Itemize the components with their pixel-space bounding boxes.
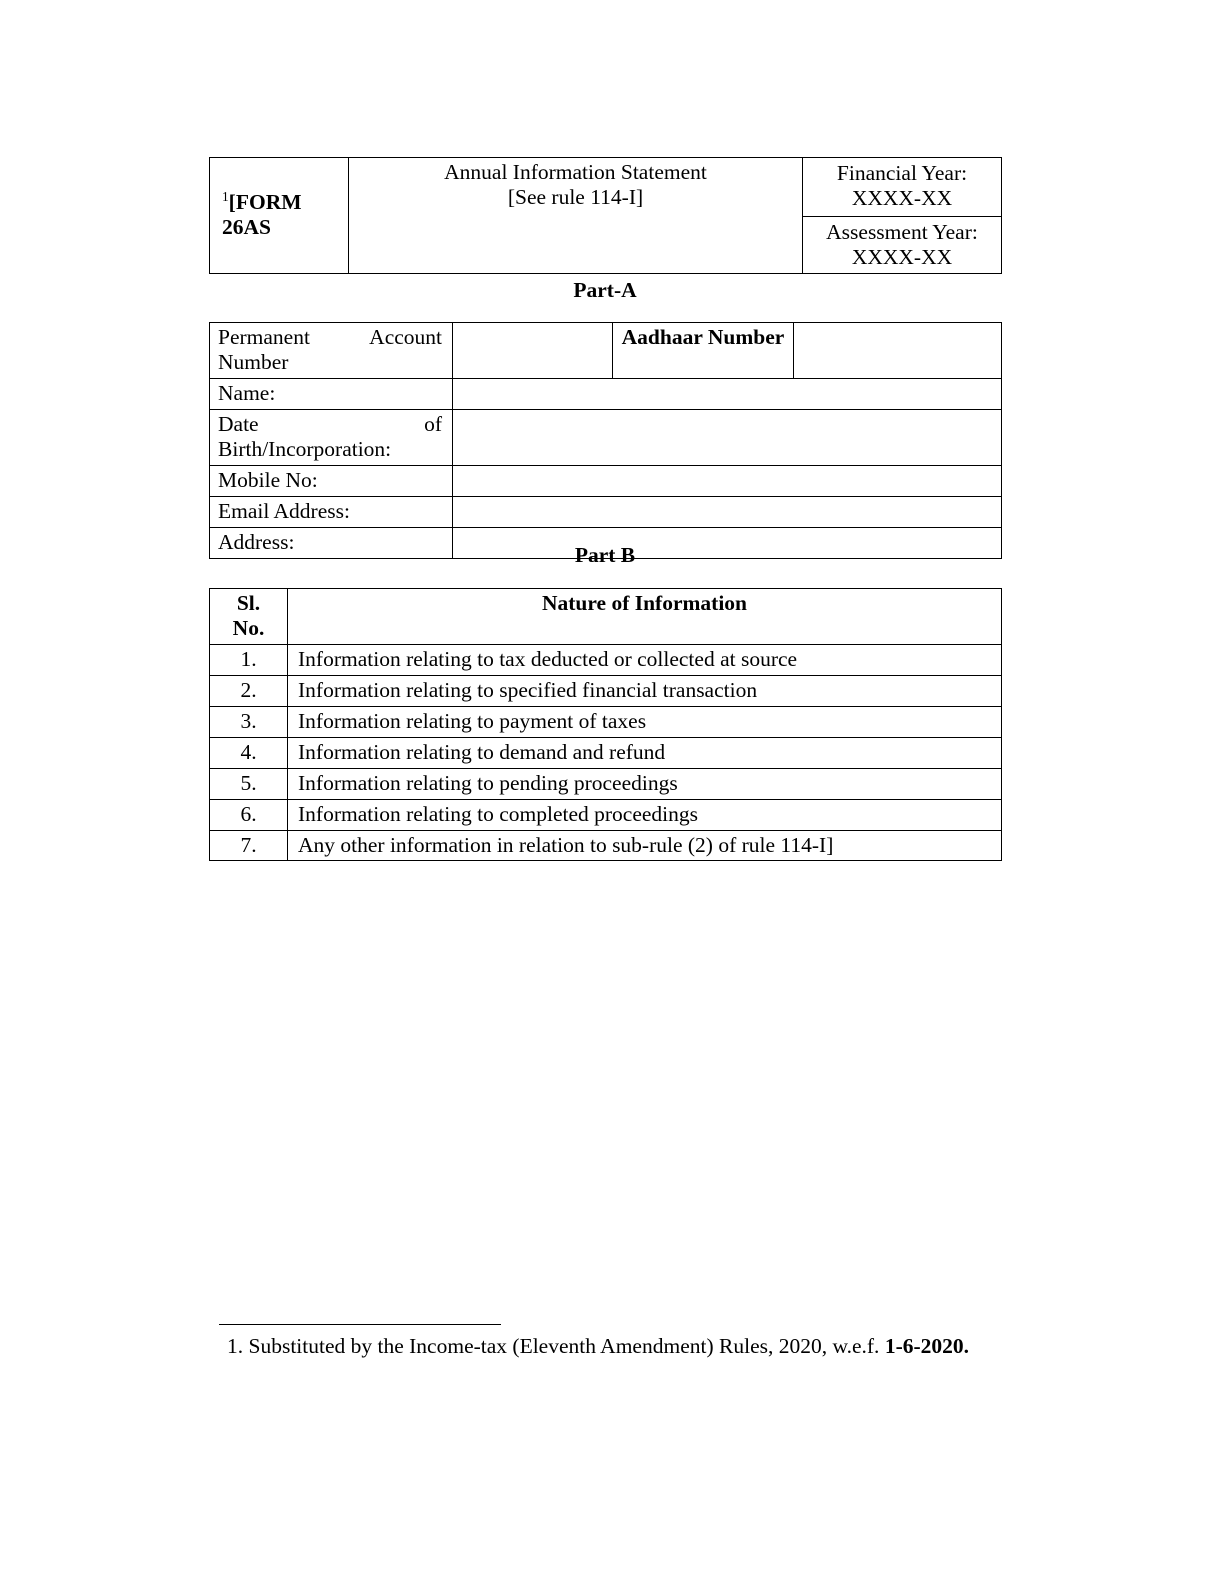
row-nature: Any other information in relation to sub-rule (2) of rule 114-I] (288, 830, 1002, 861)
table-row (210, 323, 1002, 379)
table-row (210, 465, 1002, 496)
pan-value-cell[interactable] (453, 323, 613, 379)
assessment-year-cell (803, 217, 1002, 274)
row-number: 3. (210, 706, 288, 737)
row-nature: Information relating to demand and refund (288, 737, 1002, 768)
sl-no-line1: Sl. (236, 591, 261, 615)
statement-title-cell (349, 158, 803, 274)
table-row (210, 409, 1002, 465)
row-nature: Information relating to tax deducted or collected at source (288, 644, 1002, 675)
table-header-row (210, 589, 1002, 645)
email-value-cell[interactable] (453, 496, 1002, 527)
email-label-cell: Email Address: (210, 496, 453, 527)
footnote-separator (219, 1324, 501, 1325)
table-row (210, 737, 1002, 768)
part-a-table (209, 322, 1002, 559)
table-row (210, 706, 1002, 737)
table-row (210, 158, 1002, 217)
part-a-heading: Part-A (573, 278, 637, 302)
row-nature: Information relating to pending proceedings (288, 768, 1002, 799)
mobile-label-cell: Mobile No: (210, 465, 453, 496)
row-number: 7. (210, 830, 288, 861)
assessment-year-value: XXXX-XX (851, 244, 953, 269)
row-number: 5. (210, 768, 288, 799)
form-number-cell (210, 158, 349, 274)
footnote-effective-date: 1-6-2020. (884, 1334, 970, 1358)
pan-label-cell: Permanent Account Number (210, 323, 453, 379)
form-number-label: [FORM 26AS (222, 190, 302, 239)
table-row (210, 799, 1002, 830)
row-nature: Information relating to payment of taxes (288, 706, 1002, 737)
dob-value-cell[interactable] (453, 409, 1002, 465)
name-value-cell[interactable] (453, 378, 1002, 409)
footnote (227, 1334, 1017, 1359)
column-header-nature: Nature of Information (288, 589, 1002, 645)
financial-year-label: Financial Year: (836, 161, 968, 185)
statement-title-line2: [See rule 114-I] (507, 184, 644, 209)
sl-no-line2: No. (232, 615, 265, 640)
aadhaar-label-cell: Aadhaar Number (613, 323, 794, 379)
financial-year-cell (803, 158, 1002, 217)
table-row (210, 644, 1002, 675)
aadhaar-value-cell[interactable] (794, 323, 1002, 379)
financial-year-value: XXXX-XX (851, 185, 953, 210)
table-row (210, 768, 1002, 799)
part-b-table (209, 588, 1002, 861)
address-label-cell: Address: (210, 527, 453, 558)
part-b-heading: Part B (574, 543, 636, 567)
row-number: 1. (210, 644, 288, 675)
row-number: 4. (210, 737, 288, 768)
row-number: 2. (210, 675, 288, 706)
row-nature: Information relating to specified financial transaction (288, 675, 1002, 706)
footnote-marker: 1 (222, 188, 229, 204)
mobile-value-cell[interactable] (453, 465, 1002, 496)
table-row (210, 496, 1002, 527)
row-number: 6. (210, 799, 288, 830)
table-row (210, 675, 1002, 706)
statement-title-line1: Annual Information Statement (444, 160, 707, 184)
footnote-text: 1. Substituted by the Income-tax (Eleventh Amendment) Rules, 2020, w.e.f. (227, 1334, 885, 1358)
row-nature: Information relating to completed proceedings (288, 799, 1002, 830)
column-header-sl-no (210, 589, 288, 645)
table-row (210, 830, 1002, 861)
table-row (210, 378, 1002, 409)
form-header-table (209, 157, 1002, 274)
name-label-cell: Name: (210, 378, 453, 409)
dob-label-cell: Date of Birth/Incorporation: (210, 409, 453, 465)
assessment-year-label: Assessment Year: (826, 220, 978, 244)
